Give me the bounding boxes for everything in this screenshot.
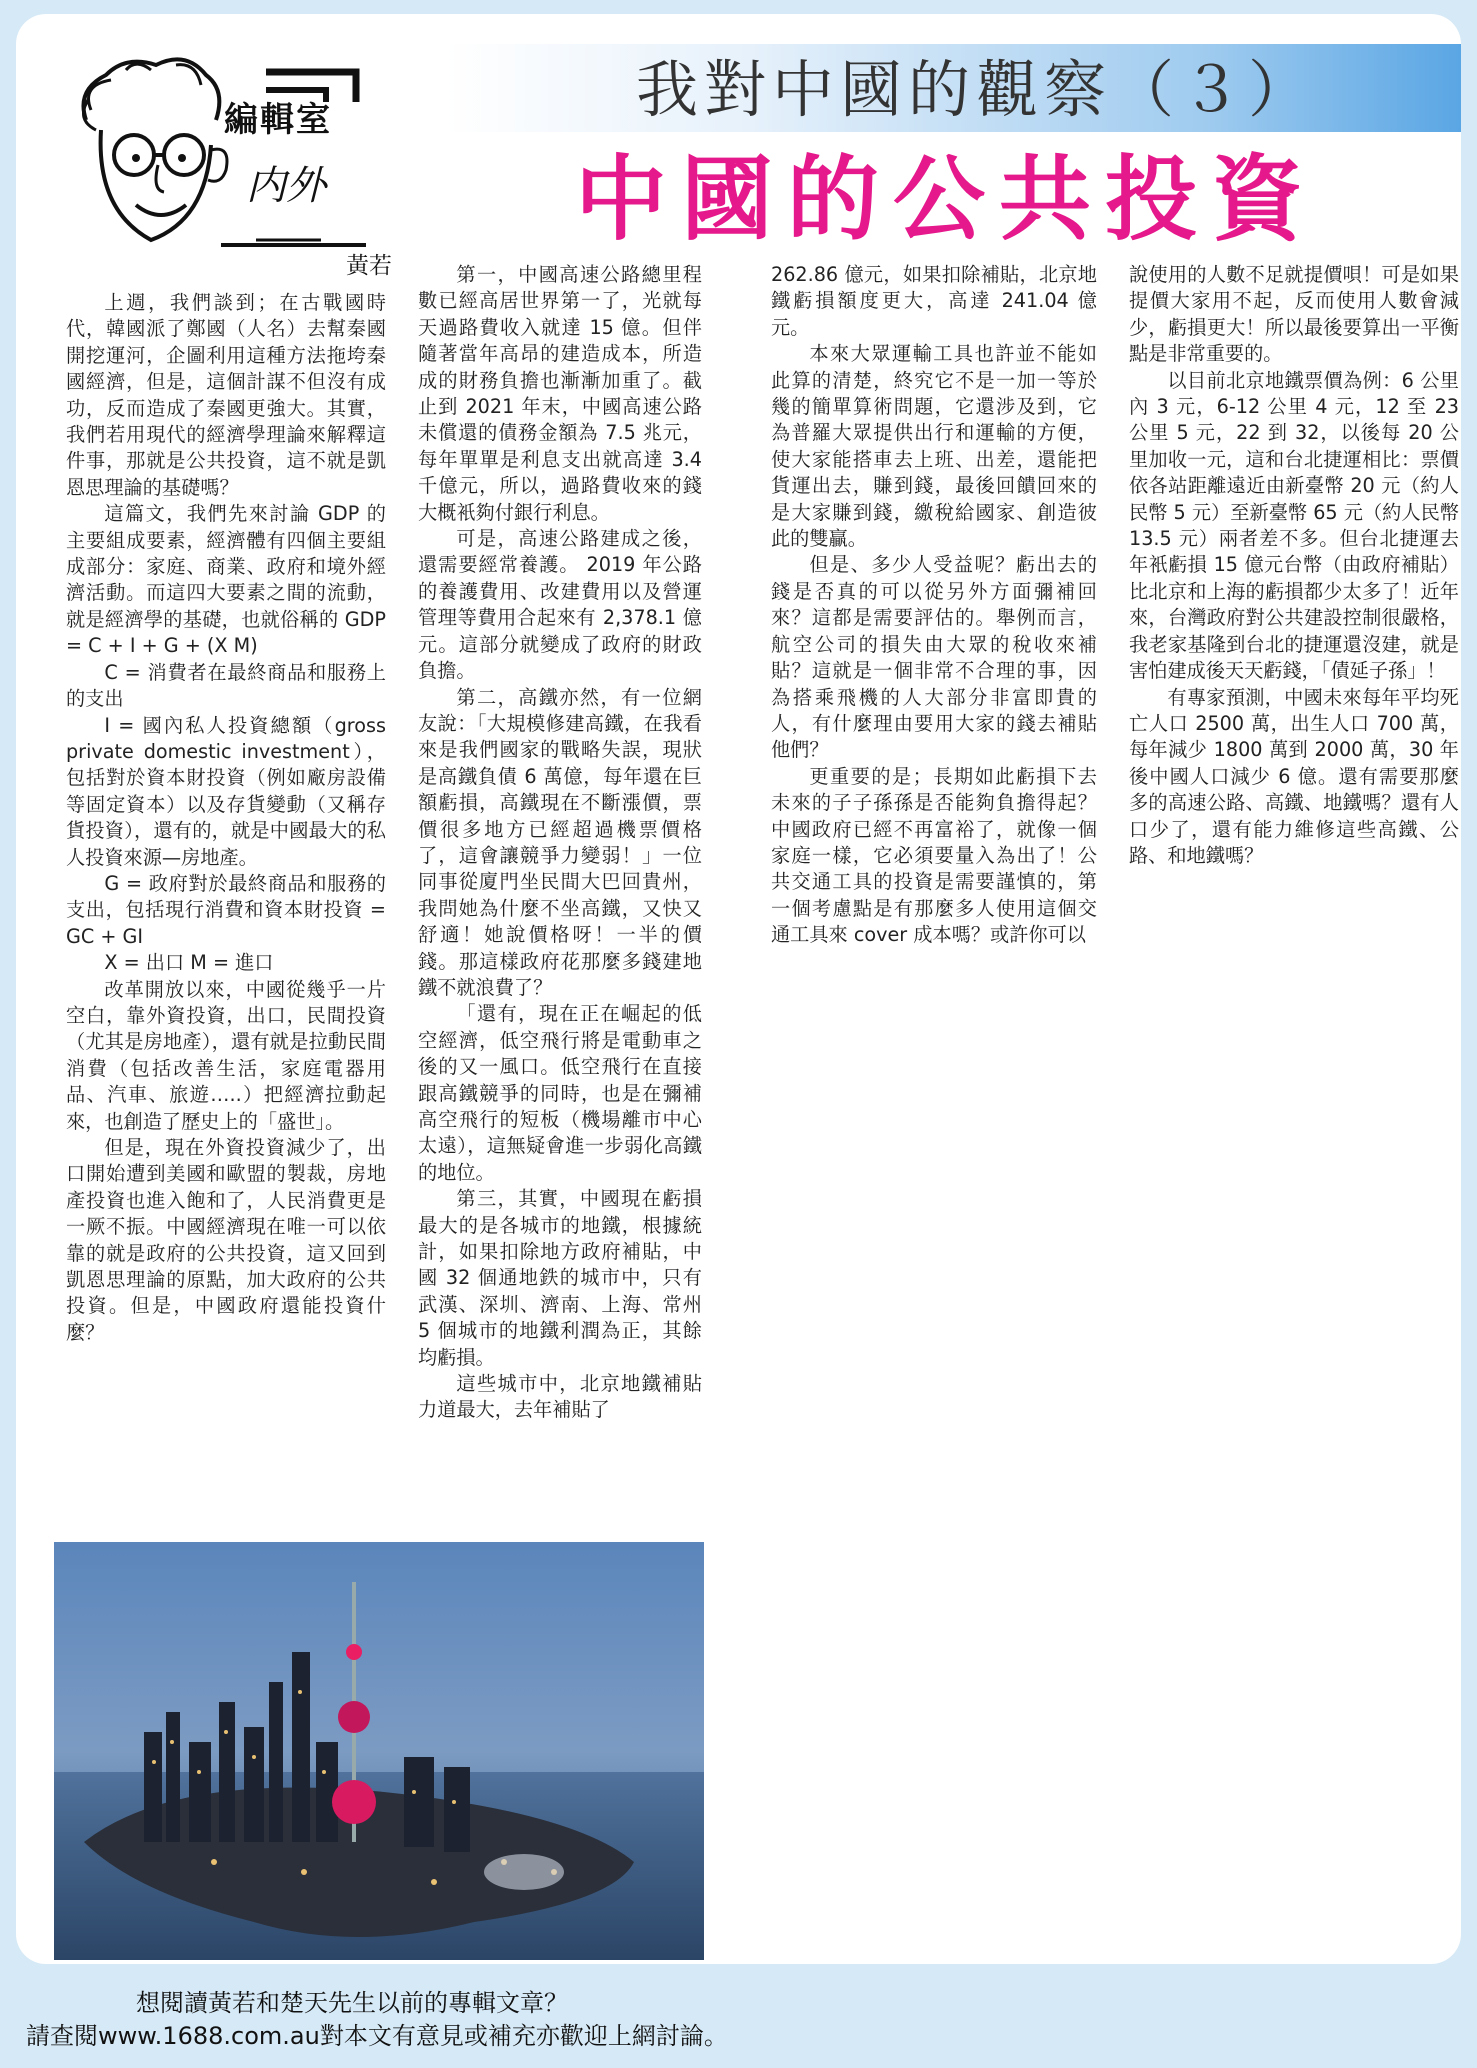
column-subtitle: 内外 [246,163,326,209]
paragraph: 但是，現在外資投資減少了，出口開始遭到美國和歐盟的製裁，房地產投資也進入飽和了，人民消費更是一厥不振。中國經濟現在唯一可以依靠的就是政府的公共投資，這又回到凱恩思理論的原點，加大政府的公共投資。但是，中國政府還能投資什麼？ [66,1136,386,1344]
paragraph: 更重要的是；長期如此虧損下去未來的子子孫孫是否能夠負擔得起？中國政府已經不再富裕了，就像一個家庭一樣，它必須要量入為出了！公共交通工具的投資是需要謹慎的，第一個考慮點是有那麼多人使用這個交通工具來 cover 成本嗎？或許你可以 [771,764,1097,947]
paragraph: 本來大眾運輸工具也許並不能如此算的清楚，終究它不是一加一等於幾的簡單算術問題，它還涉及到，它為普羅大眾提供出行和運輸的方便，使大家能搭車去上班、出差，還能把貨運出去，賺到錢，最後回饋回來的是大家賺到錢，繳稅給國家、創造彼此的雙贏。 [771,342,1097,551]
paragraph: 改革開放以來，中國從幾乎一片空白，靠外資投資，出口，民間投資（尤其是房地產），還有就是拉動民間消費（包括改善生活，家庭電器用品、汽車、旅遊…..）把經濟拉動起來，也創造了歷史上的「盛世」。 [66,977,386,1133]
paragraph: 第二，高鐵亦然，有一位網友說：「大規模修建高鐵，在我看來是我們國家的戰略失誤，現狀是高鐵負債 6 萬億，每年還在巨額虧損，高鐵現在不斷漲價，票價很多地方已經超過機票價格了，這會讓競爭力變弱！」一位同事從廈門坐民間大巴回貴州，我問她為什麼不坐高鐵，又快又舒適！她說價格呀！一半的價錢。那這樣政府花那麼多錢建地鐵不就浪費了？ [418,685,702,999]
paragraph: I = 國內私人投資總額（gross private domestic investment），包括對於資本財投資（例如廠房設備等固定資本）以及存貨變動（又稱存貨投資），還有的，就是中國最大的私人投資來源—房地產。 [66,713,386,869]
author-name: 黃若 [346,253,392,279]
paragraph: G = 政府對於最終商品和服務的支出，包括現行消費和資本財投資 = GC + GI [66,871,386,948]
paragraph: 「還有，現在正在崛起的低空經濟，低空飛行將是電動車之後的又一風口。低空飛行在直接跟高鐵競爭的同時，也是在彌補高空飛行的短板（機場離市中心太遠），這無疑會進一步弱化高鐵的地位。 [418,1002,702,1184]
footer-line-2: 請查閱www.1688.com.au對本文有意見或補充亦歡迎上網討論。 [26,2022,728,2050]
paragraph: 說使用的人數不足就提價唄！可是如果提價大家用不起，反而使用人數會減少，虧損更大！所以最後要算出一平衡點是非常重要的。 [1129,263,1459,366]
column-name: 編輯室 [224,100,332,140]
footer-line-1: 想閱讀黃若和楚天先生以前的專輯文章？ [136,1989,568,2017]
series-title: 我對中國的觀察（３） [635,53,1316,126]
paragraph: 但是、多少人受益呢？虧出去的錢是否真的可以從另外方面彌補回來？這都是需要評估的。舉例而言，航空公司的損失由大眾的稅收來補貼？這就是一個非常不合理的事，因為搭乘飛機的人大部分非富即貴的人，有什麼理由要用大家的錢去補貼他們？ [771,553,1097,762]
paragraph: 262.86 億元，如果扣除補貼，北京地鐵虧損額度更大，高達 241.04 億元。 [771,263,1097,339]
paragraph: 上週，我們談到；在古戰國時代，韓國派了鄭國（人名）去幫秦國開挖運河，企圖利用這種方法拖垮秦國經濟，但是，這個計謀不但沒有成功，反而造成了秦國更強大。其實，我們若用現代的經濟學理論來解釋這件事，那就是公共投資，這不就是凱恩思理論的基礎嗎？ [66,291,386,499]
city-skyline-photo [54,1542,704,1960]
paragraph: 這些城市中，北京地鐵補貼力道最大，去年補貼了 [418,1372,702,1422]
paragraph: 可是，高速公路建成之後，還需要經常養護。 2019 年公路的養護費用、改建費用以及營運管理等費用合起來有 2,378.1 億元。這部分就變成了政府的財政負擔。 [418,527,702,683]
paragraph: X = 出口 M = 進口 [104,951,274,975]
article-column-1 [66,290,386,1346]
article-column-4 [1129,262,1459,869]
paragraph: 有專家預測，中國未來每年平均死亡人口 2500 萬，出生人口 700 萬，每年減少 1800 萬到 2000 萬，30 年後中國人口減少 6 億。還有需要那麼多的高速公路、高鐵、地鐵嗎？還有人口少了，還有能力維修這些高鐵、公路、和地鐵嗎？ [1129,685,1459,867]
paragraph: 以目前北京地鐵票價為例：6 公里內 3 元，6-12 公里 4 元，12 至 23 公里 5 元，22 到 32，以後每 20 公里加收一元，這和台北捷運相比：票價依各站距離遠近由新臺幣 20 元（約人民幣 5 元）至新臺幣 65 元（約人民幣 13.5 元）兩者差不多。但台北捷運去年衹虧損 15 億元台幣（由政府補貼）比北京和上海的虧損都少太多了！近年來，台灣政府對公共建設控制很嚴格，我老家基隆到台北的捷運還沒建，就是害怕建成後天天虧錢，「債延子孫」！ [1129,368,1459,683]
paragraph: 第三，其實，中國現在虧損最大的是各城市的地鐵，根據統計，如果扣除地方政府補貼，中國 32 個通地鉄的城市中，只有武漢、深圳、濟南、上海、常州 5 個城市的地鐵利潤為正，其餘均虧損。 [418,1187,702,1369]
article-column-3 [771,262,1097,949]
caricature-logo-icon [66,50,386,280]
article-column-2 [418,262,702,1424]
main-title: 中國的公共投資 [574,146,1317,253]
paragraph: 第一，中國高速公路總里程數已經高居世界第一了，光就每天過路費收入就達 15 億。但伴隨著當年高昂的建造成本，所造成的財務負擔也漸漸加重了。截止到 2021 年末，中國高速公路未償還的債務金額為 7.5 兆元，每年單單是利息支出就高達 3.4 千億元，所以，過路費收來的錢大概衹夠付銀行利息。 [418,263,702,524]
newspaper-page [16,14,1461,1964]
paragraph: C = 消費者在最終商品和服務上的支出 [66,660,386,711]
paragraph: 這篇文，我們先來討論 GDP 的主要組成要素，經濟體有四個主要組成部分：家庭、商業、政府和境外經濟活動。而這四大要素之間的流動，就是經濟學的基礎，也就俗稱的 GDP = C + I + G + (X M) [66,502,386,658]
